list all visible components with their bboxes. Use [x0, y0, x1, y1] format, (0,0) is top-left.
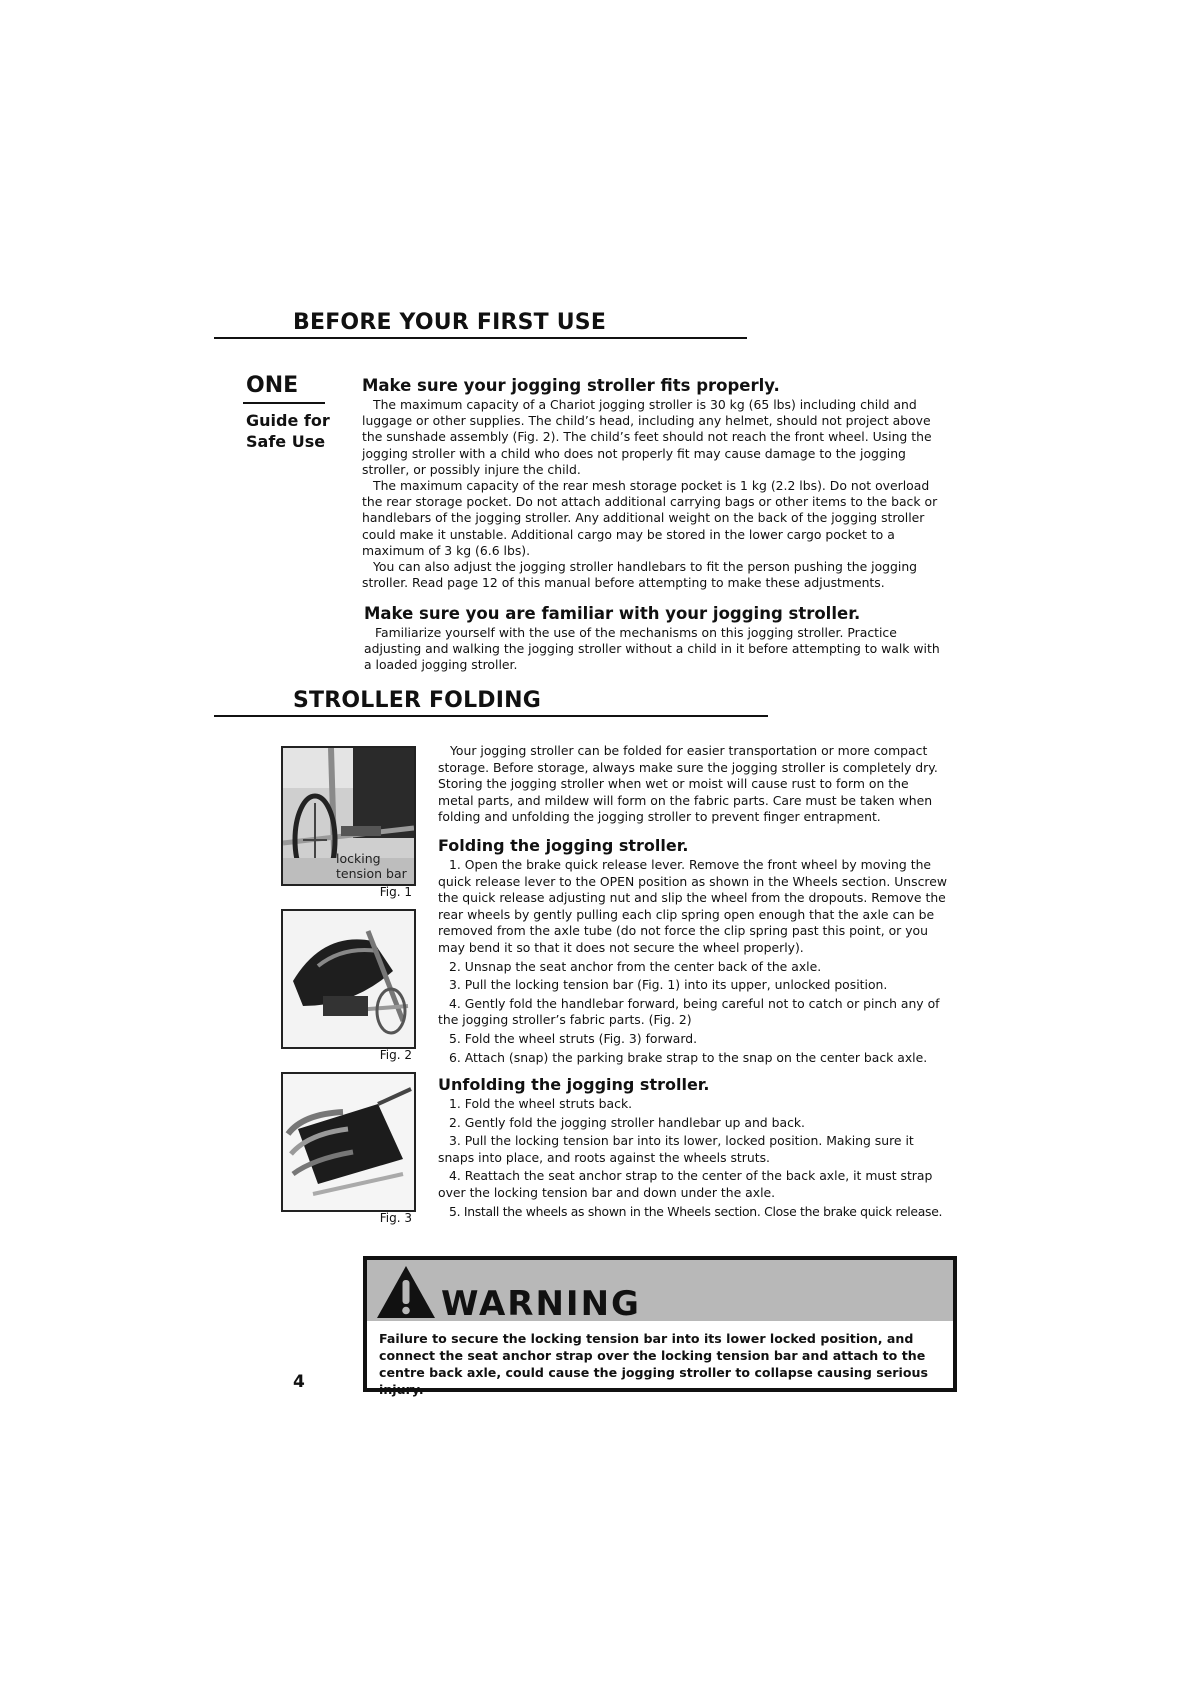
chapter-name-line2: Safe Use: [246, 432, 326, 451]
warning-title: WARNING: [441, 1284, 641, 1324]
unfolding-step: 1. Fold the wheel struts back.: [449, 1096, 633, 1112]
folding-intro: Your jogging stroller can be folded for easier transportation or more compact storage. Before storage, always make sure the jogging stroller is completely dry. Storing the jogging stroller when wet or moist will cause rust to form on the metal parts, and mildew will form on the fabric parts. Care must be taken when folding and unfolding the jogging stroller to prevent finger entrapment.: [438, 743, 938, 825]
chapter-name-line1: Guide for: [246, 411, 330, 430]
section-title-before-first-use: BEFORE YOUR FIRST USE: [293, 310, 607, 335]
familiar-paragraph: Familiarize yourself with the use of the mechanisms on this jogging stroller. Practice adjusting and walking the jogging stroller without a child in it before attempting to walk with a loaded jogging stroller.: [364, 625, 940, 673]
figure-1-label-line1: locking: [336, 851, 381, 866]
chapter-name: [246, 410, 341, 452]
warning-triangle-icon: [375, 1264, 437, 1320]
chapter-number: ONE: [246, 373, 299, 398]
folding-section: [438, 743, 948, 1220]
folding-step: 4. Gently fold the handlebar forward, being careful not to catch or pinch any of the jogging stroller’s fabric parts. (Fig. 2): [438, 995, 940, 1028]
familiar-heading: Make sure you are familiar with your jogging stroller.: [364, 604, 861, 623]
folding-step: 2. Unsnap the seat anchor from the center back of the axle.: [449, 958, 822, 974]
unfolding-steps: [438, 1096, 948, 1220]
fit-paragraph-2: The maximum capacity of the rear mesh storage pocket is 1 kg (2.2 lbs). Do not overload the rear storage pocket. Do not attach additional carrying bags or other items to the back or handlebars of the jogging stroller. Any additional weight on the back of the jogging stroller could make it unstable. Additional cargo may be stored in the lower cargo pocket to a maximum of 3 kg (6.6 lbs).: [362, 478, 938, 558]
warning-box: [363, 1256, 957, 1397]
folding-heading: Folding the jogging stroller.: [438, 835, 689, 855]
section-title-stroller-folding: STROLLER FOLDING: [293, 688, 542, 713]
figure-2-caption: Fig. 2: [379, 1048, 412, 1062]
fit-paragraph-1: The maximum capacity of a Chariot jogging stroller is 30 kg (65 lbs) including child and luggage or other supplies. The child’s head, including any helmet, should not project above the sunshade assembly (Fig. 2). The child’s feet should not reach the front wheel. Using the jogging stroller with a child who does not properly fit may cause damage to the jogging stroller, or possibly injure the child.: [362, 397, 932, 477]
fit-heading: Make sure your jogging stroller fits properly.: [362, 376, 780, 395]
folding-step: 5. Fold the wheel struts (Fig. 3) forward.: [449, 1030, 698, 1046]
fit-section: [362, 375, 952, 591]
unfolding-step: 5. Install the wheels as shown in the Wheels section. Close the brake quick release.: [449, 1203, 943, 1219]
familiar-section: [364, 603, 944, 674]
figure-1-label: [336, 851, 407, 881]
chapter-rule: [243, 402, 325, 404]
figure-1-caption: Fig. 1: [379, 885, 412, 899]
folding-step: 1. Open the brake quick release lever. Remove the front wheel by moving the quick release lever to the OPEN position as shown in the Wheels section. Unscrew the quick release adjusting nut and slip the wheel from the dropouts. Remove the rear wheels by gently pulling each clip spring open enough that the axle can be removed from the axle tube (do not force the clip spring past this point, or you may bend it so that it does not secure the wheel properly).: [438, 856, 947, 955]
warning-text: Failure to secure the locking tension bar into its lower locked position, and connect the seat anchor strap over the locking tension bar and attach to the centre back axle, could cause the jogging stroller to collapse causing serious injury.: [379, 1331, 928, 1397]
unfolding-step: 4. Reattach the seat anchor strap to the center of the back axle, it must strap over the locking tension bar and down under the axle.: [438, 1168, 933, 1201]
figure-3-image: [281, 1072, 416, 1212]
figure-2-image: [281, 909, 416, 1049]
unfolding-heading: Unfolding the jogging stroller.: [438, 1075, 710, 1095]
folding-step: 3. Pull the locking tension bar (Fig. 1) into its upper, unlocked position.: [449, 977, 888, 993]
section-rule: [214, 337, 747, 339]
figure-1-image: [281, 746, 416, 886]
unfolding-step: 3. Pull the locking tension bar into its lower, locked position. Making sure it snaps into place, and roots against the wheels struts.: [438, 1133, 914, 1165]
fit-paragraph-3: You can also adjust the jogging stroller handlebars to fit the person pushing the jogging stroller. Read page 12 of this manual before attempting to make these adjustments.: [362, 559, 918, 591]
section-rule: [214, 715, 768, 717]
figure-1-label-line2: tension bar: [336, 866, 407, 881]
folding-steps: [438, 857, 948, 1066]
warning-header: [367, 1260, 953, 1324]
page-number: 4: [293, 1372, 305, 1392]
folding-step: 6. Attach (snap) the parking brake strap to the snap on the center back axle.: [449, 1049, 928, 1065]
unfolding-step: 2. Gently fold the jogging stroller handlebar up and back.: [449, 1114, 805, 1130]
figure-3-caption: Fig. 3: [379, 1211, 412, 1225]
